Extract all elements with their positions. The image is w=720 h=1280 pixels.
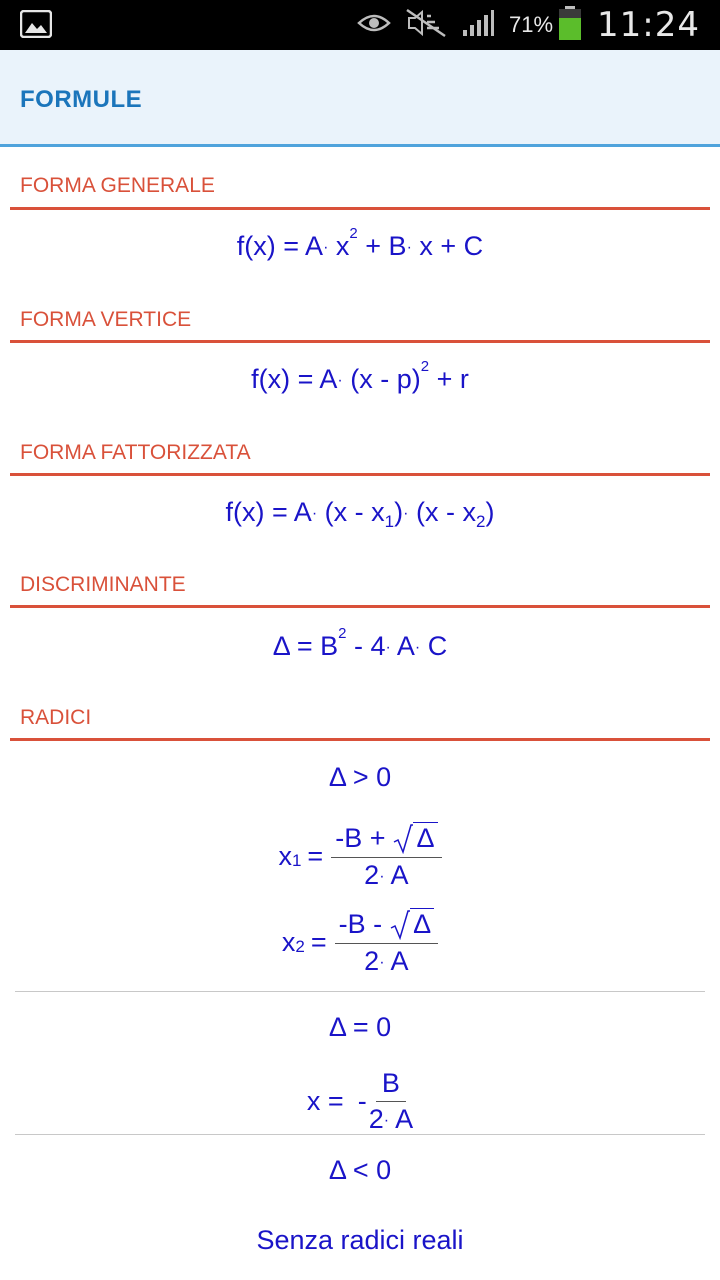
fraction-x-single: $\frac{B}{2\cdot A}$ (368, 1068, 414, 1134)
formula-discriminant: $\Delta = B^2 - 4\cdot A\cdot C$ (272, 625, 448, 661)
case-divider (15, 991, 705, 992)
battery-icon (557, 5, 583, 46)
signal-icon (461, 8, 495, 43)
case-divider (15, 1134, 705, 1135)
page-title: FORMULE (20, 86, 143, 113)
section-divider (10, 340, 710, 343)
status-bar (0, 0, 720, 50)
formula-vertex: f(x) = A· (x - p)$^2$ + r (251, 358, 469, 394)
condition-zero: Δ = 0 (328, 1012, 392, 1042)
section-title-vertex: FORMA VERTICE (20, 308, 192, 331)
gallery-icon (20, 10, 52, 38)
formula-general: $f(x) = A\cdot x^2 + B\cdot x + C$ (236, 225, 484, 261)
clock: 11:24 (597, 5, 700, 45)
section-title-roots: RADICI (20, 706, 92, 729)
condition-negative: Δ < 0 (328, 1155, 392, 1185)
section-title-general: FORMA GENERALE (20, 174, 215, 197)
battery-percent: 71% (508, 12, 554, 37)
eye-icon (357, 11, 391, 40)
section-divider (10, 473, 710, 476)
sqrt-symbol: Δ (390, 908, 434, 940)
fraction-x1: -B + Δ 2· A (331, 822, 441, 891)
sqrt-symbol: Δ (393, 822, 437, 854)
section-divider (10, 738, 710, 741)
section-divider (10, 207, 710, 210)
formula-factored: $f(x) = A\cdot (x - x_1)\cdot (x - x_2)$ (225, 497, 495, 531)
formula-x2: x $_2$ = -B - Δ 2· A (0, 908, 720, 977)
section-divider (10, 605, 710, 608)
formula-x1: x $_1$ = -B + Δ 2· A (0, 822, 720, 891)
condition-positive: Δ > 0 (328, 762, 392, 792)
app-header (0, 50, 720, 147)
mute-icon (405, 8, 447, 43)
section-title-factored: FORMA FATTORIZZATA (20, 441, 251, 464)
section-title-discriminant: DISCRIMINANTE (20, 573, 186, 596)
no-real-roots-text: Senza radici reali (256, 1225, 464, 1255)
formula-x-single: x = - $\frac{B}{2\cdot A}$ (306, 1068, 414, 1134)
fraction-x2: -B - Δ 2· A (335, 908, 439, 977)
